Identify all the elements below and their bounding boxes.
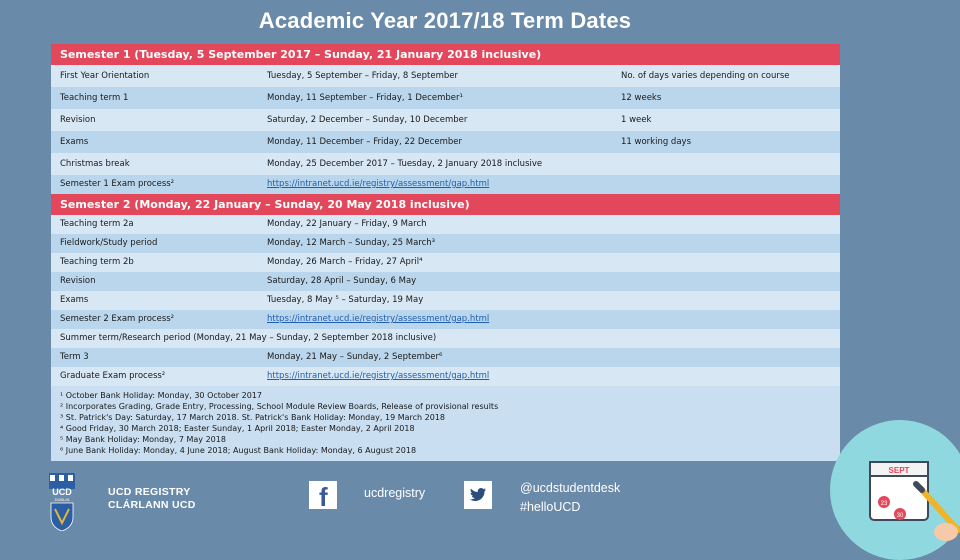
table-row: [51, 175, 840, 194]
row-name: Term 3: [60, 352, 89, 362]
footnote: ² Incorporates Grading, Grade Entry, Processing, School Module Review Boards, Release of provisional results: [60, 402, 499, 411]
term-dates-table: [51, 44, 840, 461]
row-dates: Tuesday, 8 May ⁵ – Saturday, 19 May: [267, 295, 424, 305]
row-dates: Monday, 26 March – Friday, 27 April⁴: [267, 257, 423, 267]
semester-1-header: Semester 1 (Tuesday, 5 September 2017 – Sunday, 21 January 2018 inclusive): [51, 44, 840, 65]
row-dates: Saturday, 2 December – Sunday, 10 December: [267, 115, 468, 125]
registry-line-1: UCD REGISTRY: [108, 486, 191, 498]
table-row: [51, 234, 840, 253]
row-name: Revision: [60, 115, 96, 125]
row-name: Exams: [60, 137, 89, 147]
table-row: [51, 65, 840, 87]
table-row: [51, 367, 840, 386]
table-row: [51, 87, 840, 109]
row-dates: Monday, 22 January – Friday, 9 March: [267, 219, 427, 229]
exam-process-link[interactable]: https://intranet.ucd.ie/registry/assessment/gap.html: [267, 179, 490, 189]
row-name: Teaching term 1: [60, 93, 129, 103]
footnote: ⁴ Good Friday, 30 March 2018; Easter Sunday, 1 April 2018; Easter Monday, 2 April 2018: [60, 424, 415, 433]
calendar-day: 23: [880, 501, 888, 507]
row-dates: Monday, 21 May – Sunday, 2 September⁶: [267, 352, 443, 362]
row-name: Exams: [60, 295, 89, 305]
row-note: 1 week: [621, 115, 652, 125]
exam-process-link[interactable]: https://intranet.ucd.ie/registry/assessment/gap.html: [267, 314, 490, 324]
table-row: [51, 253, 840, 272]
table-row: [51, 329, 840, 348]
ucd-crest-icon: [49, 473, 75, 531]
footnote: ¹ October Bank Holiday: Monday, 30 October 2017: [60, 391, 262, 400]
row-name: Revision: [60, 276, 96, 286]
twitter-info: [520, 479, 620, 517]
row-dates: Monday, 11 September – Friday, 1 December¹: [267, 93, 463, 103]
table-row: [51, 215, 840, 234]
table-row: [51, 153, 840, 175]
registry-label: [108, 486, 196, 512]
row-name: Summer term/Research period (Monday, 21 May – Sunday, 2 September 2018 inclusive): [60, 333, 437, 343]
row-name: Fieldwork/Study period: [60, 238, 158, 248]
calendar-day: 30: [896, 513, 904, 519]
semester-2-header: Semester 2 (Monday, 22 January – Sunday, 20 May 2018 inclusive): [51, 194, 840, 215]
row-name: Christmas break: [60, 159, 130, 169]
crest-subtext: DUBLIN: [54, 497, 70, 502]
hashtag: #helloUCD: [520, 500, 581, 514]
facebook-handle[interactable]: ucdregistry: [364, 486, 426, 500]
registry-line-2: CLÁRLANN UCD: [108, 499, 196, 511]
row-note: 11 working days: [621, 137, 691, 147]
footnotes: [51, 386, 840, 461]
twitter-bird-icon: [464, 481, 492, 509]
graduate-exam-process-link[interactable]: https://intranet.ucd.ie/registry/assessment/gap.html: [267, 371, 490, 381]
calendar-month: SEPT: [888, 466, 910, 475]
crest-text: UCD: [52, 487, 72, 497]
footnote: ⁶ June Bank Holiday: Monday, 4 June 2018; August Bank Holiday: Monday, 6 August 2018: [60, 446, 417, 455]
row-name: Teaching term 2b: [60, 257, 134, 267]
table-row: [51, 348, 840, 367]
row-note: No. of days varies depending on course: [621, 71, 790, 81]
row-name: Teaching term 2a: [60, 219, 134, 229]
page-title: Academic Year 2017/18 Term Dates: [258, 8, 632, 33]
row-name: Semester 2 Exam process²: [60, 314, 175, 324]
row-name: First Year Orientation: [60, 71, 150, 81]
row-name: Semester 1 Exam process²: [60, 179, 175, 189]
table-row: [51, 131, 840, 153]
table-row: [51, 109, 840, 131]
row-dates: Tuesday, 5 September – Friday, 8 September: [267, 71, 458, 81]
row-dates: Monday, 11 December – Friday, 22 December: [267, 137, 462, 147]
facebook-glyph: f: [319, 482, 328, 512]
footnote: ³ St. Patrick's Day: Saturday, 17 March 2018. St. Patrick's Bank Holiday: Monday, 19 March 2018: [60, 413, 445, 422]
row-dates: Monday, 25 December 2017 – Tuesday, 2 January 2018 inclusive: [267, 159, 543, 169]
calendar-illustration-icon: [830, 420, 960, 560]
table-row: [51, 310, 840, 329]
twitter-handle[interactable]: @ucdstudentdesk: [520, 481, 621, 495]
row-dates: Saturday, 28 April – Sunday, 6 May: [267, 276, 417, 286]
footer: [0, 470, 960, 541]
row-name: Graduate Exam process²: [60, 371, 166, 381]
row-note: 12 weeks: [621, 93, 662, 103]
twitter-icon[interactable]: [464, 481, 492, 509]
facebook-icon[interactable]: [309, 481, 337, 512]
table-row: [51, 291, 840, 310]
footnote: ⁵ May Bank Holiday: Monday, 7 May 2018: [60, 435, 226, 444]
table-row: [51, 272, 840, 291]
row-dates: Monday, 12 March – Sunday, 25 March³: [267, 238, 436, 248]
